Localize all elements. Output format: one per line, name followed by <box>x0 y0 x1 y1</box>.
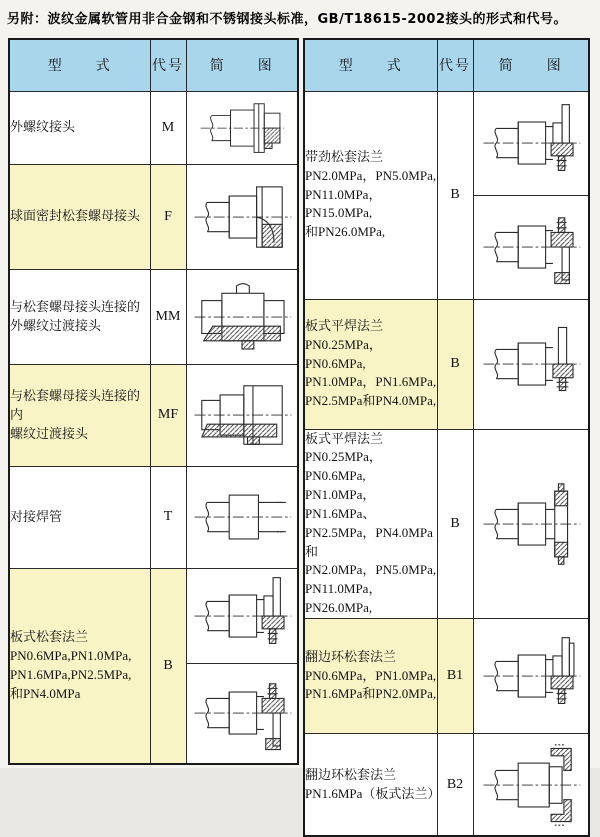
type-text-line: PN2.0MPa，PN5.0MPa, <box>305 562 437 578</box>
code-cell: F <box>150 164 186 269</box>
table-row <box>9 364 298 466</box>
column-header-code: 代号 <box>437 39 473 91</box>
type-text-line: PN1.6MPa（板式法兰） <box>305 785 441 801</box>
column-header-code: 代号 <box>150 39 186 91</box>
male-male-adapter-diagram <box>186 269 298 364</box>
spherical-loose-nut-joint-diagram <box>186 164 298 269</box>
type-text-line: PN0.6MPa，PN1.0MPa, <box>305 667 437 683</box>
type-text-line: 与松套螺母接头连接的内 <box>10 387 141 422</box>
type-text-line: 和PN4.0MPa <box>10 685 81 701</box>
type-cell <box>9 568 150 764</box>
code-cell: B <box>437 429 473 618</box>
type-cell <box>9 364 150 466</box>
joint-type-table-left <box>8 38 299 765</box>
table-row <box>9 164 298 269</box>
type-text-line: 翻边环松套法兰 <box>305 648 397 664</box>
plate-weld-flange-diagram <box>473 299 589 429</box>
flanged-ring-plate-flange-diagram <box>473 733 589 836</box>
type-cell <box>304 618 437 733</box>
plate-weld-flange-sym-diagram <box>473 429 589 618</box>
type-text-line: PN1.0MPa，PN1.6MPa, <box>305 374 437 390</box>
code-cell: B1 <box>437 618 473 733</box>
type-text-line: PN1.6MPa,PN2.5MPa, <box>10 666 132 682</box>
code-cell: B <box>437 91 473 299</box>
type-text-line: PN0.25MPa，PN0.6MPa, <box>305 449 382 484</box>
type-text-line: PN2.5MPa和PN4.0MPa, <box>305 393 437 409</box>
table-row <box>304 91 589 195</box>
table-row <box>9 269 298 364</box>
column-header-type: 型 式 <box>304 39 437 91</box>
butt-weld-pipe-diagram <box>186 466 298 568</box>
code-cell: B2 <box>437 733 473 836</box>
code-cell: M <box>150 91 186 164</box>
table-row <box>9 466 298 568</box>
neck-loose-flange-up-diagram <box>473 91 589 195</box>
flanged-ring-loose-flange-diagram <box>473 618 589 733</box>
column-header-diagram: 简 图 <box>473 39 589 91</box>
type-text-line: 和PN26.0MPa, <box>305 224 386 240</box>
loose-flange-plate-up-diagram <box>186 568 298 663</box>
joint-type-table-right <box>303 38 590 837</box>
type-text-line: 翻边环松套法兰 <box>305 766 397 782</box>
column-header-type: 型 式 <box>9 39 150 91</box>
table-row <box>304 429 589 618</box>
type-text-line: PN2.5MPa，PN4.0MPa和 <box>305 524 433 559</box>
type-text-line: 板式平焊法兰 <box>305 430 384 446</box>
type-text-line: PN11.0MPa，PN26.0MPa, <box>305 581 382 616</box>
table-row <box>304 299 589 429</box>
table-row <box>9 568 298 663</box>
type-cell <box>304 429 437 618</box>
table-row <box>304 618 589 733</box>
type-cell <box>304 733 441 836</box>
type-text-line: 带劲松套法兰 <box>305 148 384 164</box>
neck-loose-flange-down-diagram <box>473 195 589 299</box>
type-text-line: PN1.0MPa，PN1.6MPa、 <box>305 487 376 521</box>
table-row <box>9 91 298 164</box>
type-text-line: 对接焊管 <box>10 508 63 524</box>
type-text-line: PN2.0MPa，PN5.0MPa, <box>305 167 437 183</box>
type-text-line: PN1.6MPa和PN2.0MPa, <box>305 686 437 702</box>
table-header-row <box>304 39 589 91</box>
type-text-line: 与松套螺母接头连接的 <box>10 298 141 314</box>
type-text-line: PN11.0MPa，PN15.0MPa, <box>305 186 382 221</box>
type-text-line: 球面密封松套螺母接头 <box>10 208 141 224</box>
type-text-line: 板式松套法兰 <box>10 629 89 645</box>
type-text-line: 外螺纹接头 <box>10 119 76 135</box>
page-title: 另附：波纹金属软管用非合金钢和不锈钢接头标准，GB/T18615-2002接头的形式和代号。 <box>7 12 567 27</box>
type-cell <box>9 164 150 269</box>
type-text-line: PN0.25MPa，PN0.6MPa, <box>305 336 382 371</box>
table-row <box>304 733 589 836</box>
loose-flange-plate-down-diagram <box>186 663 298 764</box>
male-female-adapter-diagram <box>186 364 298 466</box>
code-cell: B <box>150 568 186 764</box>
type-text-line: 螺纹过渡接头 <box>10 425 89 441</box>
column-header-diagram: 简 图 <box>186 39 298 91</box>
type-cell <box>304 91 437 299</box>
type-cell <box>9 91 150 164</box>
code-cell: T <box>150 466 186 568</box>
type-text-line: PN0.6MPa,PN1.0MPa, <box>10 648 132 664</box>
type-text-line: 板式平焊法兰 <box>305 317 384 333</box>
male-thread-joint-diagram <box>186 91 298 164</box>
type-text-line: 外螺纹过渡接头 <box>10 317 102 333</box>
table-header-row <box>9 39 298 91</box>
type-cell <box>304 299 437 429</box>
type-cell <box>9 269 150 364</box>
code-cell: MF <box>150 364 186 466</box>
type-cell <box>9 466 150 568</box>
code-cell: B <box>437 299 473 429</box>
code-cell: MM <box>150 269 186 364</box>
